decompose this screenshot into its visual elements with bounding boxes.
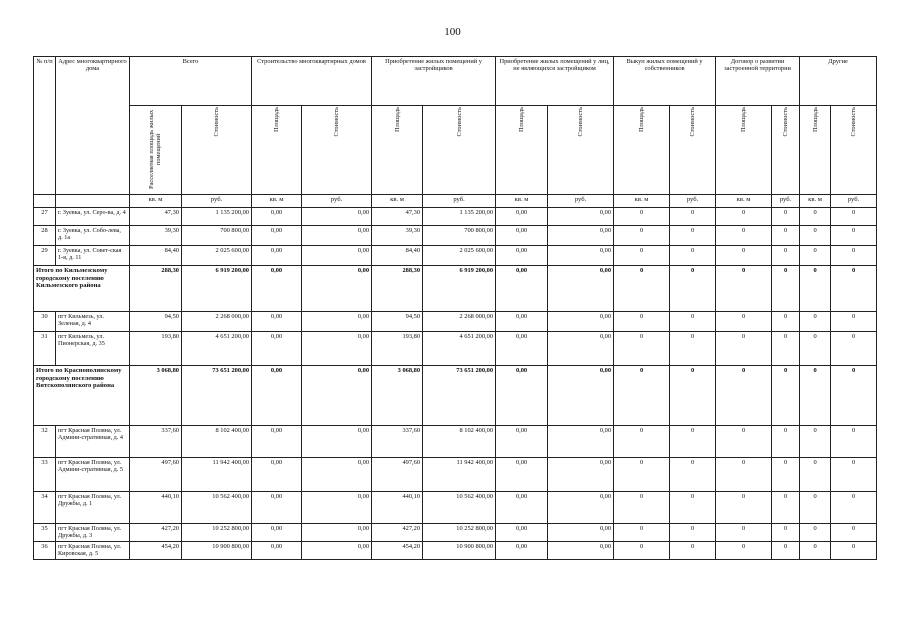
cell-nondev-cost: 0,00 (548, 366, 614, 426)
cell-build-cost: 0,00 (302, 266, 372, 312)
unit-rub: руб. (831, 195, 877, 208)
cell-total-cost: 73 651 200,00 (182, 366, 252, 426)
cell-dev-cost: 11 942 400,00 (423, 458, 496, 492)
unit-rub: руб. (548, 195, 614, 208)
cell-build-area: 0,00 (252, 332, 302, 366)
cell-nondev-cost: 0,00 (548, 524, 614, 542)
header-row-units (34, 195, 877, 208)
table-row (34, 542, 877, 560)
cell-total-cost: 10 900 800,00 (182, 542, 252, 560)
header-sub-cost: Стоимость (182, 106, 252, 195)
cell-o1: 0 (614, 542, 670, 560)
cell-o4: 0 (772, 208, 800, 226)
cell-dev-area: 84,40 (372, 246, 423, 266)
cell-o6: 0 (831, 266, 877, 312)
table-row (34, 312, 877, 332)
unit-rub: руб. (182, 195, 252, 208)
cell-o2: 0 (670, 226, 716, 246)
cell-nondev-area: 0,00 (496, 524, 548, 542)
row-number: 36 (34, 542, 56, 560)
cell-o1: 0 (614, 426, 670, 458)
table-body (34, 208, 877, 560)
row-number: 30 (34, 312, 56, 332)
cell-o1: 0 (614, 226, 670, 246)
cell-o5: 0 (800, 492, 831, 524)
cell-total-area: 497,60 (130, 458, 182, 492)
cell-dev-area: 497,60 (372, 458, 423, 492)
cell-o5: 0 (800, 426, 831, 458)
cell-total-cost: 1 135 200,00 (182, 208, 252, 226)
cell-nondev-cost: 0,00 (548, 332, 614, 366)
cell-o4: 0 (772, 246, 800, 266)
cell-o3: 0 (716, 542, 772, 560)
unit-rub: руб. (670, 195, 716, 208)
header-group-developer-purchase: Приобретение жилых помещений у застройщиков (372, 57, 496, 106)
cell-o3: 0 (716, 246, 772, 266)
house-address: пгт Красная Поляна, ул. Кировская, д. 5 (56, 542, 130, 560)
cell-o2: 0 (670, 246, 716, 266)
table-row-total (34, 266, 877, 312)
cell-nondev-cost: 0,00 (548, 542, 614, 560)
cell-nondev-cost: 0,00 (548, 426, 614, 458)
table-row (34, 226, 877, 246)
house-address: пгт Кильмезь, ул. Пионерская, д. 35 (56, 332, 130, 366)
cell-nondev-area: 0,00 (496, 208, 548, 226)
page-number: 100 (444, 26, 461, 38)
cell-o4: 0 (772, 426, 800, 458)
cell-o3: 0 (716, 208, 772, 226)
subtotal-label: Итого по Краснополянскому городскому поселению Вятскополянского района (34, 366, 130, 426)
cell-total-area: 3 068,80 (130, 366, 182, 426)
cell-build-cost: 0,00 (302, 458, 372, 492)
header-group-construction: Строительство многоквартирных домов (252, 57, 372, 106)
cell-nondev-cost: 0,00 (548, 226, 614, 246)
cell-o5: 0 (800, 332, 831, 366)
cell-o6: 0 (831, 208, 877, 226)
header-sub-area: Площадь (372, 106, 423, 195)
cell-o4: 0 (772, 524, 800, 542)
cell-o6: 0 (831, 492, 877, 524)
house-address: пгт Красная Поляна, ул. Дружбы, д. 3 (56, 524, 130, 542)
unit-area: кв. м (716, 195, 772, 208)
cell-o5: 0 (800, 542, 831, 560)
cell-total-cost: 2 025 600,00 (182, 246, 252, 266)
cell-o3: 0 (716, 426, 772, 458)
cell-nondev-cost: 0,00 (548, 492, 614, 524)
cell-o6: 0 (831, 246, 877, 266)
cell-nondev-area: 0,00 (496, 332, 548, 366)
cell-o3: 0 (716, 332, 772, 366)
cell-total-cost: 11 942 400,00 (182, 458, 252, 492)
house-address: пгт Кильмезь, ул. Зеленая, д. 4 (56, 312, 130, 332)
cell-nondev-cost: 0,00 (548, 458, 614, 492)
cell-dev-area: 427,20 (372, 524, 423, 542)
cell-o3: 0 (716, 312, 772, 332)
cell-o2: 0 (670, 332, 716, 366)
header-sub-area: Площадь (614, 106, 670, 195)
cell-dev-area: 288,30 (372, 266, 423, 312)
house-address: пгт Красная Поляна, ул. Дружбы, д. 1 (56, 492, 130, 524)
cell-o2: 0 (670, 492, 716, 524)
cell-o1: 0 (614, 246, 670, 266)
cell-nondev-area: 0,00 (496, 542, 548, 560)
cell-total-area: 427,20 (130, 524, 182, 542)
unit-area: кв. м (372, 195, 423, 208)
row-number: 31 (34, 332, 56, 366)
cell-o4: 0 (772, 492, 800, 524)
cell-total-area: 193,80 (130, 332, 182, 366)
cell-dev-area: 193,80 (372, 332, 423, 366)
table-row (34, 524, 877, 542)
row-number: 34 (34, 492, 56, 524)
cell-o1: 0 (614, 312, 670, 332)
cell-o6: 0 (831, 366, 877, 426)
cell-total-cost: 10 252 800,00 (182, 524, 252, 542)
cell-dev-cost: 6 919 200,00 (423, 266, 496, 312)
house-address: пгт Красная Поляна, ул. Админи-стративная, д. 5 (56, 458, 130, 492)
cell-o5: 0 (800, 312, 831, 332)
header-sub-cost: Стоимость (670, 106, 716, 195)
cell-dev-cost: 10 252 800,00 (423, 524, 496, 542)
row-number: 35 (34, 524, 56, 542)
cell-total-cost: 2 268 000,00 (182, 312, 252, 332)
cell-build-area: 0,00 (252, 542, 302, 560)
table-row (34, 458, 877, 492)
cell-o2: 0 (670, 458, 716, 492)
cell-build-cost: 0,00 (302, 312, 372, 332)
cell-build-area: 0,00 (252, 266, 302, 312)
cell-o3: 0 (716, 226, 772, 246)
header-num: № п/п (34, 57, 56, 195)
cell-o4: 0 (772, 542, 800, 560)
unit-rub: руб. (302, 195, 372, 208)
unit-area: кв. м (496, 195, 548, 208)
cell-build-cost: 0,00 (302, 332, 372, 366)
cell-total-area: 39,30 (130, 226, 182, 246)
header-sub-cost: Стоимость (423, 106, 496, 195)
cell-dev-cost: 4 651 200,00 (423, 332, 496, 366)
cell-dev-area: 454,20 (372, 542, 423, 560)
header-address: Адрес многоквартирного дома (56, 57, 130, 195)
cell-dev-area: 440,10 (372, 492, 423, 524)
cell-dev-cost: 10 562 400,00 (423, 492, 496, 524)
house-address: пгт Красная Поляна, ул. Админи-стративная, д. 4 (56, 426, 130, 458)
cell-dev-cost: 73 651 200,00 (423, 366, 496, 426)
cell-o4: 0 (772, 458, 800, 492)
cell-nondev-cost: 0,00 (548, 266, 614, 312)
cell-build-area: 0,00 (252, 524, 302, 542)
cell-nondev-cost: 0,00 (548, 312, 614, 332)
header-row-groups (34, 57, 877, 106)
cell-o1: 0 (614, 524, 670, 542)
table-row (34, 246, 877, 266)
cell-o5: 0 (800, 208, 831, 226)
cell-o1: 0 (614, 266, 670, 312)
cell-build-area: 0,00 (252, 226, 302, 246)
cell-total-cost: 700 800,00 (182, 226, 252, 246)
row-number: 27 (34, 208, 56, 226)
unit-rub: руб. (772, 195, 800, 208)
header-row-subcolumns (34, 106, 877, 195)
cell-nondev-cost: 0,00 (548, 246, 614, 266)
cell-o2: 0 (670, 312, 716, 332)
cell-build-cost: 0,00 (302, 492, 372, 524)
cell-build-cost: 0,00 (302, 246, 372, 266)
cell-total-cost: 8 102 400,00 (182, 426, 252, 458)
house-address: г. Зуевка, ул. Собо-лева, д. 1а (56, 226, 130, 246)
cell-o3: 0 (716, 366, 772, 426)
cell-build-cost: 0,00 (302, 542, 372, 560)
cell-o5: 0 (800, 524, 831, 542)
cell-total-area: 288,30 (130, 266, 182, 312)
header-sub-area: Площадь (800, 106, 831, 195)
row-number: 33 (34, 458, 56, 492)
cell-o3: 0 (716, 524, 772, 542)
cell-total-area: 94,50 (130, 312, 182, 332)
cell-dev-cost: 10 900 800,00 (423, 542, 496, 560)
header-sub-area-resettled: Расселяемая площадь жилых помещений (130, 106, 182, 195)
unit-area: кв. м (614, 195, 670, 208)
cell-dev-cost: 2 268 000,00 (423, 312, 496, 332)
table-row (34, 208, 877, 226)
cell-dev-area: 94,50 (372, 312, 423, 332)
cell-build-area: 0,00 (252, 492, 302, 524)
cell-dev-cost: 700 800,00 (423, 226, 496, 246)
cell-o4: 0 (772, 266, 800, 312)
cell-o6: 0 (831, 312, 877, 332)
cell-o2: 0 (670, 542, 716, 560)
cell-nondev-area: 0,00 (496, 366, 548, 426)
cell-dev-cost: 8 102 400,00 (423, 426, 496, 458)
table-row (34, 426, 877, 458)
header-sub-cost: Стоимость (548, 106, 614, 195)
row-number: 29 (34, 246, 56, 266)
cell-total-area: 337,60 (130, 426, 182, 458)
cell-o2: 0 (670, 266, 716, 312)
house-address: г. Зуевка, ул. Серо-ва, д. 4 (56, 208, 130, 226)
cell-total-cost: 6 919 200,00 (182, 266, 252, 312)
cell-o1: 0 (614, 492, 670, 524)
header-sub-area: Площадь (496, 106, 548, 195)
cell-o6: 0 (831, 524, 877, 542)
cell-build-cost: 0,00 (302, 524, 372, 542)
cell-build-area: 0,00 (252, 458, 302, 492)
cell-total-area: 84,40 (130, 246, 182, 266)
cell-dev-area: 337,60 (372, 426, 423, 458)
header-sub-area: Площадь (252, 106, 302, 195)
cell-o6: 0 (831, 458, 877, 492)
cell-dev-cost: 1 135 200,00 (423, 208, 496, 226)
table-row-total (34, 366, 877, 426)
cell-build-area: 0,00 (252, 246, 302, 266)
cell-o2: 0 (670, 524, 716, 542)
header-sub-cost: Стоимость (772, 106, 800, 195)
cell-dev-area: 47,30 (372, 208, 423, 226)
row-number: 28 (34, 226, 56, 246)
cell-nondev-cost: 0,00 (548, 208, 614, 226)
cell-o3: 0 (716, 458, 772, 492)
cell-o1: 0 (614, 458, 670, 492)
cell-o1: 0 (614, 208, 670, 226)
table-row (34, 492, 877, 524)
header-group-other: Другие (800, 57, 877, 106)
cell-o4: 0 (772, 312, 800, 332)
cell-nondev-area: 0,00 (496, 266, 548, 312)
cell-build-area: 0,00 (252, 426, 302, 458)
unit-rub: руб. (423, 195, 496, 208)
cell-o6: 0 (831, 332, 877, 366)
cell-nondev-area: 0,00 (496, 312, 548, 332)
unit-area: кв. м (252, 195, 302, 208)
header-group-nondeveloper-purchase: Приобретение жилых помещений у лиц, не являющихся застройщиком (496, 57, 614, 106)
table-row (34, 332, 877, 366)
cell-o6: 0 (831, 542, 877, 560)
cell-o2: 0 (670, 208, 716, 226)
house-address: г. Зуевка, ул. Совет-ская 1-я, д. 11 (56, 246, 130, 266)
cell-o2: 0 (670, 426, 716, 458)
cell-nondev-area: 0,00 (496, 226, 548, 246)
cell-o1: 0 (614, 366, 670, 426)
cell-dev-area: 39,30 (372, 226, 423, 246)
header-group-territory-development: Договор о развитии застроенной территории (716, 57, 800, 106)
cell-nondev-area: 0,00 (496, 246, 548, 266)
unit-area: кв. м (130, 195, 182, 208)
cell-o4: 0 (772, 226, 800, 246)
cell-total-area: 454,20 (130, 542, 182, 560)
header-sub-area: Площадь (716, 106, 772, 195)
cell-build-area: 0,00 (252, 312, 302, 332)
cell-total-cost: 4 651 200,00 (182, 332, 252, 366)
unit-area: кв. м (800, 195, 831, 208)
cell-dev-cost: 2 025 600,00 (423, 246, 496, 266)
cell-o2: 0 (670, 366, 716, 426)
cell-o5: 0 (800, 246, 831, 266)
header-group-total: Всего (130, 57, 252, 106)
unit-blank (56, 195, 130, 208)
header-group-owner-buyout: Выкуп жилых помещений у собственников (614, 57, 716, 106)
cell-total-cost: 10 562 400,00 (182, 492, 252, 524)
cell-total-area: 440,10 (130, 492, 182, 524)
cell-build-cost: 0,00 (302, 208, 372, 226)
cell-build-cost: 0,00 (302, 226, 372, 246)
resettlement-table (33, 56, 877, 560)
cell-o4: 0 (772, 366, 800, 426)
row-number: 32 (34, 426, 56, 458)
cell-o1: 0 (614, 332, 670, 366)
cell-nondev-area: 0,00 (496, 492, 548, 524)
cell-o5: 0 (800, 366, 831, 426)
cell-build-cost: 0,00 (302, 426, 372, 458)
cell-o6: 0 (831, 226, 877, 246)
unit-blank (34, 195, 56, 208)
cell-build-cost: 0,00 (302, 366, 372, 426)
header-sub-cost: Стоимость (831, 106, 877, 195)
cell-o5: 0 (800, 266, 831, 312)
subtotal-label: Итого по Кильмезскому городскому поселению Кильмезского района (34, 266, 130, 312)
cell-nondev-area: 0,00 (496, 458, 548, 492)
cell-build-area: 0,00 (252, 208, 302, 226)
cell-build-area: 0,00 (252, 366, 302, 426)
cell-nondev-area: 0,00 (496, 426, 548, 458)
cell-o3: 0 (716, 266, 772, 312)
cell-o3: 0 (716, 492, 772, 524)
cell-o6: 0 (831, 426, 877, 458)
cell-o5: 0 (800, 226, 831, 246)
cell-o4: 0 (772, 332, 800, 366)
header-sub-cost: Стоимость (302, 106, 372, 195)
cell-dev-area: 3 068,80 (372, 366, 423, 426)
cell-o5: 0 (800, 458, 831, 492)
cell-total-area: 47,30 (130, 208, 182, 226)
